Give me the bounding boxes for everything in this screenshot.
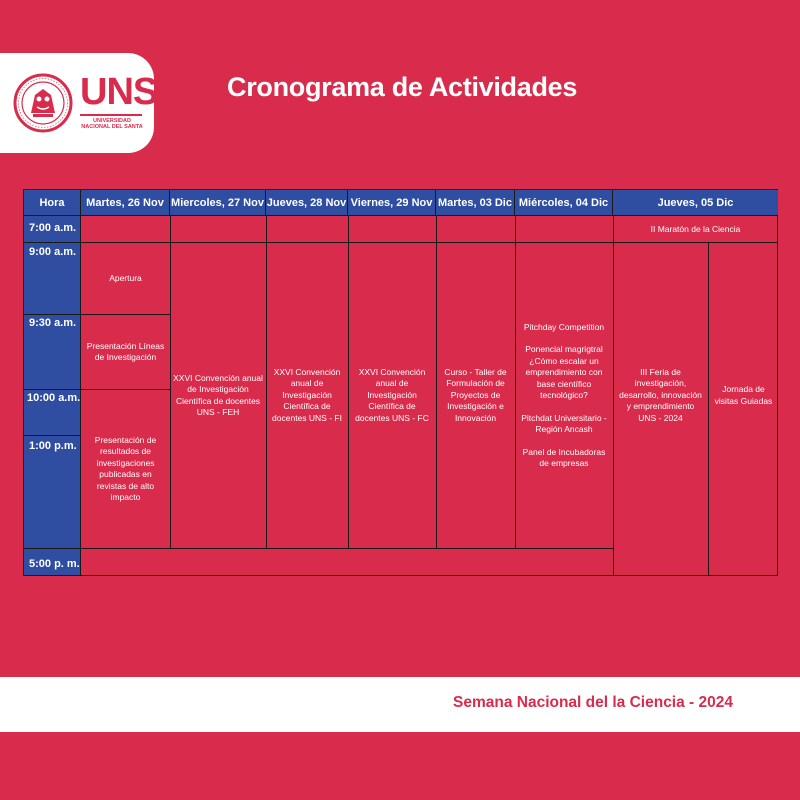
header-day-3: Jueves, 28 Nov: [266, 190, 348, 216]
cell-jornada: Jornada de visitas Guiadas: [714, 384, 773, 406]
time-7am: 7:00 a.m.: [29, 222, 77, 234]
cell-feh: XXVI Convención anual de Investigación Científica de docentes UNS - FEH: [173, 372, 263, 417]
time-1pm: 1:00 p.m.: [29, 440, 77, 452]
header-day-7: Jueves, 05 Dic: [613, 190, 778, 216]
time-5pm: 5:00 p. m.: [29, 558, 80, 570]
header-day-2: Miercoles, 27 Nov: [170, 190, 266, 216]
time-divider: [24, 389, 81, 390]
header-day-1: Martes, 26 Nov: [81, 190, 170, 216]
grid-line: [81, 548, 613, 549]
dic04-item: Pitchday Competition: [523, 321, 605, 332]
time-9am: 9:00 a.m.: [29, 246, 77, 258]
dic04-item: Panel de Incubadoras de empresas: [522, 446, 606, 468]
brand-name: UNS: [80, 71, 158, 113]
header-day-4: Viernes, 29 Nov: [348, 190, 436, 216]
cell-lineas: Presentación Líneas de Investigación: [86, 340, 165, 362]
time-divider: [24, 548, 81, 549]
footer-title: Semana Nacional del la Ciencia - 2024: [453, 694, 733, 711]
brand-subtitle-top: UNIVERSIDAD: [93, 118, 131, 124]
logo-card: [0, 53, 158, 153]
header-day-6: Miércoles, 04 Dic: [515, 190, 613, 216]
dic04-item: Pitchdat Universitario - Región Ancash: [521, 412, 607, 434]
cell-apertura: Apertura: [109, 272, 142, 283]
cell-fi: XXVI Convención anual de Investigación Científica de docentes UNS - FI: [272, 366, 342, 423]
dic04-item: Ponencial magrigtral ¿Cómo escalar un emprendimiento con base científico tecnológico?: [525, 344, 603, 400]
page-title: Cronograma de Actividades: [227, 72, 578, 102]
brand-subtitle: [80, 118, 144, 130]
time-divider: [24, 435, 81, 436]
cell-resultados: Presentación de resultados de investigaciones publicadas en revistas de alto impacto: [94, 434, 157, 502]
brand-divider: [80, 114, 142, 116]
time-divider: [24, 314, 81, 315]
time-930am: 9:30 a.m.: [29, 317, 77, 329]
cell-feria: III Feria de investigación, desarrollo, innovación y emprendimiento UNS - 2024: [619, 366, 702, 423]
footer-band: [0, 677, 800, 732]
time-divider: [24, 242, 81, 243]
cell-curso: Curso - Taller de Formulación de Proyectos de Investigación e Innovación: [444, 366, 507, 423]
cell-dic04: [515, 243, 613, 548]
header-day-5: Martes, 03 Dic: [436, 190, 515, 216]
cell-fc: XXVI Convención anual de Investigación Científica de docentes UNS - FC: [355, 366, 429, 423]
brand-subtitle-bottom: NACIONAL DEL SANTA: [81, 124, 143, 130]
header-hora: Hora: [24, 190, 81, 216]
university-seal-icon: [13, 73, 73, 133]
schedule-table: [23, 189, 778, 576]
time-10am: 10:00 a.m.: [27, 392, 81, 404]
cell-maraton: II Maratón de la Ciencia: [650, 223, 741, 234]
